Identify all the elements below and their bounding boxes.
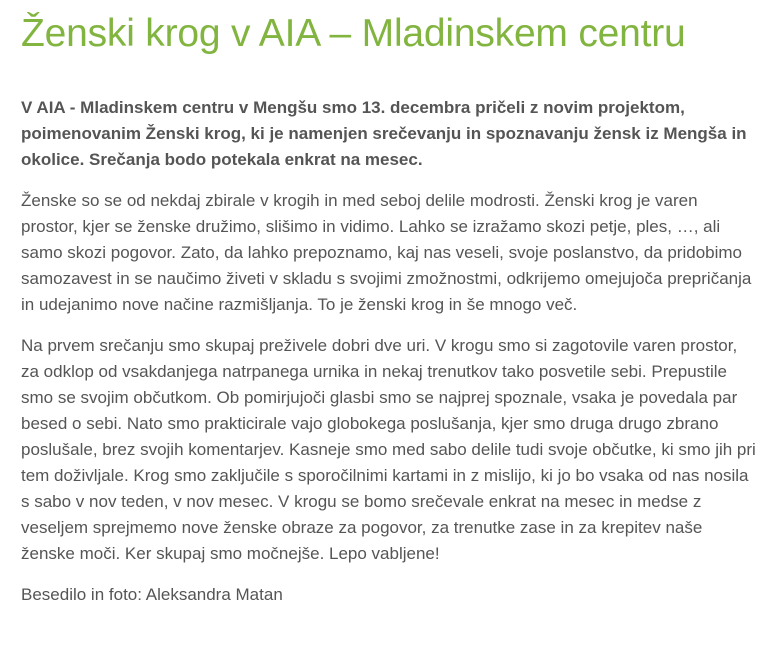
article-paragraph-1: Ženske so se od nekdaj zbirale v krogih in med seboj delile modrosti. Ženski krog je varen prostor, kjer se ženske družimo, slišimo in vidimo. Lahko se izražamo skozi petje, ples, …, ali samo skozi pogovor. Zato, da lahko prepoznamo, kaj nas veseli, svoje poslanstvo, da pridobimo samozavest in se naučimo živeti v skladu s svojimi zmožnostmi, odkrijemo omejujoča prepričanja in udejanimo nove načine razmišljanja. To je ženski krog in še mnogo več. [21, 191, 752, 314]
article-paragraph-2: Na prvem srečanju smo skupaj preživele dobri dve uri. V krogu smo si zagotovile varen prostor, za odklop od vsakdanjega natrpanega urnika in nekaj trenutkov tako posvetile sebi. Prepustile smo se svojim občutkom. Ob pomirjujoči glasbi smo se najprej spoznale, vsaka je povedala par besed o sebi. Nato smo prakticirale vajo globokega poslušanja, kjer smo druga drugo zbrano poslušale, brez svojih komentarjev. Kasneje smo med sabo delile tudi svoje občutke, ki smo jih pri tem doživljale. Krog smo zaključile s sporočilnimi kartami in z mislijo, ki jo bo vsaka od nas nosila s sabo v nov teden, v nov mesec. V krogu se bomo srečevale enkrat na mesec in medse z veseljem sprejmemo nove ženske obraze za pogovor, za trenutke zase in za krepitev naše ženske moči. Ker skupaj smo močnejše. Lepo vabljene! [21, 336, 756, 563]
article-lead: V AIA - Mladinskem centru v Mengšu smo 13. decembra pričeli z novim projektom, poimenovanim Ženski krog, ki je namenjen srečevanju in spoznavanju žensk iz Mengša in okolice. Srečanja bodo potekala enkrat na mesec. [21, 98, 747, 169]
photo-credit: Besedilo in foto: Aleksandra Matan [21, 585, 283, 604]
article-title: Ženski krog v AIA – Mladinskem centru [21, 12, 686, 55]
